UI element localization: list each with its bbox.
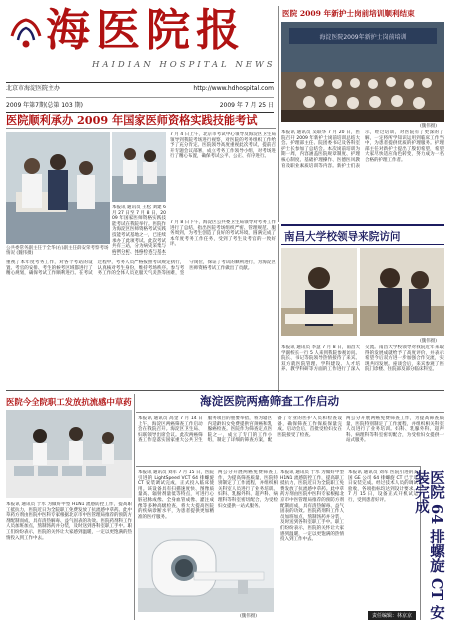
article-nanchang-visit: 本报讯 通讯员 李慧 7 月 8 日，南昌大学副校长一行 5 人来到我院参观访问。院长、书记等院领导热情接待了来宾。双方就医院管理、学科建设、人才培养、教学科研等方面的工作进行了深入交流。南昌大学校领导对我院近年来取得的发展成就给予了高度评价，并表示希望今后双方进一步加强合作交流，实现共同发展。座谈会后，来宾参观了医院门诊楼、住院部及部分临床科室。 bbox=[281, 345, 444, 373]
article-exam-col1: 本报讯 通讯员 王松 刘建 6 月 27 日至 7 月 8 日，2009 年国家医师资格实践技能考试在我院举行。医院作为海淀区医师资格考试实践技能考试基地之一，已连续承办了此项考试。此次考试共有三站，分为病史采集与病例分析、体格检查与基本 bbox=[112, 205, 166, 255]
article-ct-install: 本报讯 通讯员 刘军 7 月 15 日，医院引进的 LightSpeed VCT 64 排螺旋 CT 安装调试完成，正式投入临床使用。该设备具有扫描速度快、图像质量高、辐射剂量低等特点，可进行心脏冠脉成像、全身血管成像、灌注成像等多种高级检查，将大大提高医院的疾病诊断水平，为患者提供更加精准的医疗服务。 bbox=[138, 470, 214, 520]
photo-nanchang-left bbox=[281, 248, 357, 336]
article-herb-medicine: 本报讯 通讯员 于水 为做好甲型 H1N1 流感防控工作，提高职工抵抗力，医院近日为全院职工免费发放了抗流感中草药。此中草药方剂由医院中医科专家根据北京市中医管理局推荐的预防方剂配制而成，具有清热解毒、益气固表的功效。医院药剂科工作人员加班加点，熬制汤药并分装，及时送到各科室职工手中。职工们纷纷表示，医院的关怀让大家感到温暖，一定以更饱满的热情投入到工作中去。 bbox=[6, 502, 132, 541]
caption-exam-photo: 公共委常务副主任于全华(右)副主任薛安荣考察考场情况 (魏伟摄) bbox=[6, 246, 109, 257]
masthead-issue-row bbox=[6, 102, 274, 110]
article-ct-vertical: 本报讯 通讯员 刘军 医院引进的美国 GE 公司 64 排螺旋 CT 已于近日安装完成。经过技术人员的调试验收，各项指标均达到设计要求。7 月 15 日，设备正式开机试运行，受到患者好评。 bbox=[348, 470, 418, 503]
masthead bbox=[6, 5, 276, 109]
article-exam-col3: 7 月 8 日下午，海淀区公共委卫生局领导对考务工作进行了总结，指出医院考场组织严密、管理规范、服务周到，为考生创造了良好的考试环境，圆满完成了本年度考务工作任务，受到了考生及考官的一致好评。 bbox=[170, 220, 276, 248]
masthead-host: 北京市海淀医院主办 bbox=[6, 85, 61, 92]
headline-nanchang-visit: 南昌大学校领导来院访问 bbox=[284, 231, 401, 243]
hospital-logo-icon bbox=[6, 10, 46, 58]
headline-herb-medicine: 医院今全院职工发放抗流感中草药 bbox=[6, 397, 132, 407]
article-ct-detail: 两公分开展两癌免费筛查工作，为提高筛查质量，医院特别制定了工作流程，并组织相关科室人员进行了业务培训。妇科、乳腺外科、超声科、病理科等科室密切配合，为受检妇女提供一站式服务。 bbox=[218, 470, 278, 509]
article-nurse-training: 本报讯 通讯员 吴联华 7 月 20 日，医院召开 2009 年新护士岗前培训总结大会。护理部主任、院团委书记及各科室护士长参加了总结会。本次岗前培训为期一周，内容涵盖医院规章制度、护理核心制度、基础护理操作、医德医风教育及职业素质培训等内容。新护士们表示，经过培训，对医院有了更深的了解，一定将所学知识运用到临床工作当中，为患者提供优质的护理服务。护理部主任对新护士提出了殷切希望，希望大家尽快适应角色转变，努力成为一名合格的护理工作者。 bbox=[281, 130, 444, 169]
headline-cancer-screening: 海淀医院两癌筛查工作启动 bbox=[200, 394, 340, 408]
headline-nurse-training: 医院 2009 年新护士岗前培训顺利结束 bbox=[282, 9, 415, 18]
caption-ct-photo: (魏伟摄) bbox=[240, 614, 258, 619]
masthead-title: 海医院报 bbox=[46, 5, 246, 56]
article-cancer-screening: 本报讯 通讯员 高金 7 月 14 日上午，海淀区两癌筛查工作启动会在我院召开。海淀区卫生局、妇联领导出席会议。此次两癌筛查工作是落实国家重大公共卫生服务项目的重要举措，将为辖区内适龄妇女免费提供宫颈癌和乳腺癌检查。医院作为筛查定点医院之一，成立了专门的工作小组，制定了详细的筛查方案，配备了专业的医护人员和检查设备，确保筛查工作保质保量完成。启动会后，首批受检妇女在医院接受了检查。 bbox=[138, 416, 342, 444]
photo-nurse-training bbox=[281, 22, 444, 122]
masthead-url[interactable]: http://www.hdhospital.com bbox=[193, 85, 274, 92]
masthead-info-row bbox=[6, 85, 274, 93]
svg-text:海淀医院2009年新护士岗前培训: 海淀医院2009年新护士岗前培训 bbox=[319, 34, 407, 41]
article-cancer-screening-cont: 两公分开展两癌免费筛查工作，为提高筛查质量，医院特别制定了工作流程，并组织相关科室人员进行了业务培训。妇科、乳腺外科、超声科、病理科等科室密切配合，为受检妇女提供一站式服务。 bbox=[346, 416, 444, 444]
issue-number: 2009 年第7期(总第 103 期) bbox=[6, 102, 83, 109]
headline-exam: 医院顺利承办 2009 年国家医师资格实践技能考试 bbox=[6, 113, 258, 127]
issue-date: 2009 年 7 月 25 日 bbox=[219, 102, 274, 109]
photo-nanchang-right bbox=[360, 248, 444, 336]
photo-herb-distribution bbox=[6, 410, 132, 498]
masthead-english: HAIDIAN HOSPITAL NEWS bbox=[92, 60, 276, 70]
caption-nurse-photo: (魏伟摄) bbox=[420, 124, 438, 129]
headline-ct-vertical: 医院 64 排螺旋 CT 安装完成 bbox=[413, 470, 445, 620]
article-exam-lower: 重视了本年度考务工作，对各个考站的设置、考官的安排、考生的候考区域都进行了精心规划，确保考试工作顺利进行。在考试过程中，考务人员严格按照考试规定执行，认真核对考生身份，维持考场秩序。参与考务工作的全体人员克服天气炎热等困难，坚守岗位，保证了考试的顺利进行，为海淀区医师资格考试工作做出了贡献。 bbox=[6, 260, 276, 277]
article-exam-col2: 7 月 4 日上午，北京市考试中心领导及海淀区卫生局领导到我院考场进行视察，对医院的考务组织工作给予了充分肯定。医院领导高度重视此次考试，提前召开专题会议部署，成立考务工作领导小组，对考场进行了精心布置，确保考试公平、公正、有序进行。 bbox=[170, 132, 276, 160]
article-ct-col3: 本报讯 通讯员 于水 为做好甲型 H1N1 流感防控工作，提高职工抵抗力，医院近日为全院职工免费发放了抗流感中草药。此中草药方剂由医院中医科专家根据北京市中医管理局推荐的预防方剂配制而成，具有清热解毒、益气固表的功效。医院药剂科工作人员加班加点，熬制汤药并分装，及时送到各科室职工手中。职工们纷纷表示，医院的关怀让大家感到温暖，一定以更饱满的热情投入到工作中去。 bbox=[280, 470, 344, 543]
caption-nanchang-photo: (魏伟摄) bbox=[420, 339, 438, 344]
photo-exam-inspection bbox=[6, 132, 110, 244]
photo-ct-scanner bbox=[138, 528, 274, 612]
photo-exam-room bbox=[112, 132, 166, 202]
editor-credit: 责任编辑：林京京 bbox=[368, 611, 416, 620]
